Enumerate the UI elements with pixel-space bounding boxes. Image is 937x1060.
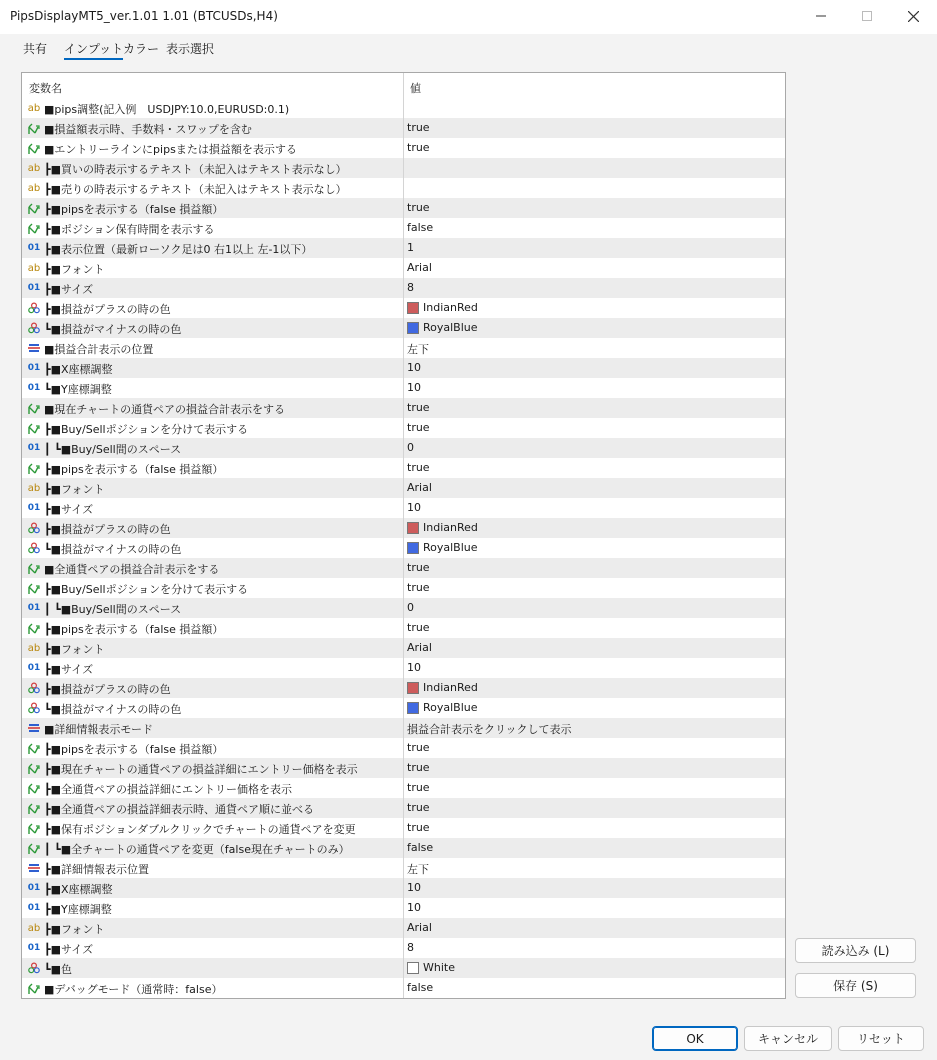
enum-param-icon (26, 861, 42, 875)
param-value-text: true (407, 121, 430, 134)
param-name: ┣■X座標調整 (44, 363, 113, 376)
param-name: ┣■買いの時表示するテキスト（未記入はテキスト表示なし） (44, 163, 347, 176)
param-value-text: IndianRed (423, 521, 478, 534)
param-value-text: 左下 (407, 343, 429, 356)
color-param-icon (26, 541, 42, 555)
param-value-text: 10 (407, 501, 421, 514)
param-value[interactable] (407, 901, 421, 914)
param-value[interactable] (407, 681, 478, 694)
param-value-text: true (407, 561, 430, 574)
param-value-text: Arial (407, 481, 432, 494)
save-button[interactable]: 保存 (S) (795, 973, 916, 998)
number-param-icon: 01 (27, 363, 41, 373)
text-param-icon: ab (27, 482, 41, 494)
text-param-icon: ab (27, 162, 41, 174)
param-value-text: 0 (407, 441, 414, 454)
param-value[interactable] (407, 341, 429, 357)
param-value-text: 10 (407, 661, 421, 674)
tab-common[interactable]: 共有 (23, 42, 48, 56)
param-name: ┣■損益がプラスの時の色 (44, 683, 171, 696)
param-value-text: Arial (407, 261, 432, 274)
number-param-icon: 01 (27, 603, 41, 613)
bool-param-icon (26, 981, 42, 995)
param-value-text: true (407, 581, 430, 594)
text-param-icon: ab (27, 922, 41, 934)
param-name: ┣■サイズ (44, 663, 94, 676)
number-param-icon: 01 (27, 883, 41, 893)
param-name: ┣■フォント (44, 483, 105, 496)
param-value[interactable] (407, 941, 414, 954)
param-name: ┗■損益がマイナスの時の色 (44, 323, 182, 336)
param-value-text: IndianRed (423, 301, 478, 314)
param-name: ┗■Y座標調整 (44, 383, 112, 396)
param-value[interactable] (407, 281, 414, 294)
param-value[interactable] (407, 481, 432, 494)
bool-param-icon (26, 421, 42, 435)
enum-param-icon (26, 721, 42, 735)
param-value-text: true (407, 781, 430, 794)
param-name: ■詳細情報表示モード (44, 723, 153, 736)
param-value-text: true (407, 741, 430, 754)
param-value-text: true (407, 761, 430, 774)
enum-param-icon (26, 341, 42, 355)
param-value-text: White (423, 961, 455, 974)
bool-param-icon (26, 581, 42, 595)
bool-param-icon (26, 121, 42, 135)
number-param-icon: 01 (27, 663, 41, 673)
param-value[interactable] (407, 741, 430, 754)
param-name: ┣■損益がプラスの時の色 (44, 523, 171, 536)
color-swatch (407, 962, 419, 974)
param-value[interactable] (407, 821, 430, 834)
param-value-text: 左下 (407, 863, 429, 876)
cancel-button[interactable]: キャンセル (744, 1026, 832, 1051)
bool-param-icon (26, 801, 42, 815)
param-value[interactable] (407, 661, 421, 674)
param-value[interactable] (407, 801, 430, 814)
param-name: ┗■損益がマイナスの時の色 (44, 543, 182, 556)
param-value-text: IndianRed (423, 681, 478, 694)
param-value[interactable] (407, 581, 430, 594)
param-name: ┗■損益がマイナスの時の色 (44, 703, 182, 716)
param-value-text: 損益合計表示をクリックして表示 (407, 723, 572, 736)
param-name: ┣■pipsを表示する（false 損益額） (44, 743, 224, 756)
param-name: ┣■Buy/Sellポジションを分けて表示する (44, 583, 249, 596)
bool-param-icon (26, 201, 42, 215)
param-name: ┣■全通貨ペアの損益詳細表示時、通貨ペア順に並べる (44, 803, 315, 816)
param-value-text: RoyalBlue (423, 701, 478, 714)
text-param-icon: ab (27, 642, 41, 654)
minimize-button[interactable] (798, 0, 844, 32)
param-name: ┣■フォント (44, 643, 105, 656)
param-name: ■現在チャートの通貨ペアの損益合計表示をする (44, 403, 286, 416)
param-value[interactable] (407, 861, 429, 877)
param-value[interactable] (407, 621, 430, 634)
param-name: ■デバッグモード（通常時：false） (44, 983, 223, 996)
param-name: ┣■損益がプラスの時の色 (44, 303, 171, 316)
color-swatch (407, 522, 419, 534)
param-name: ┣■サイズ (44, 283, 94, 296)
param-value-text: RoyalBlue (423, 541, 478, 554)
param-name: ┃ ┗■Buy/Sell間のスペース (44, 443, 182, 456)
param-name: ┣■フォント (44, 923, 105, 936)
param-name: ■エントリーラインにpipsまたは損益額を表示する (44, 143, 297, 156)
param-value-text: 0 (407, 601, 414, 614)
param-name: ┣■フォント (44, 263, 105, 276)
bool-param-icon (26, 821, 42, 835)
number-param-icon: 01 (27, 243, 41, 253)
reset-button[interactable]: リセット (838, 1026, 924, 1051)
param-name: ┣■Buy/Sellポジションを分けて表示する (44, 423, 249, 436)
color-swatch (407, 302, 419, 314)
param-value-text: true (407, 821, 430, 834)
param-value-text: true (407, 201, 430, 214)
color-param-icon (26, 301, 42, 315)
color-param-icon (26, 701, 42, 715)
ok-button[interactable]: OK (652, 1026, 738, 1051)
color-swatch (407, 322, 419, 334)
param-value[interactable] (407, 881, 421, 894)
number-param-icon: 01 (27, 443, 41, 453)
param-name: ┣■現在チャートの通貨ペアの損益詳細にエントリー価格を表示 (44, 763, 358, 776)
bool-param-icon (26, 781, 42, 795)
param-value-text: true (407, 621, 430, 634)
bool-param-icon (26, 841, 42, 855)
param-name: ┣■pipsを表示する（false 損益額） (44, 203, 224, 216)
inputs-table (21, 72, 786, 999)
param-value[interactable] (407, 261, 432, 274)
param-value[interactable] (407, 781, 430, 794)
param-name: ┃ ┗■全チャートの通貨ペアを変更（false現在チャートのみ） (44, 843, 350, 856)
param-value[interactable] (407, 601, 414, 614)
maximize-icon (862, 11, 872, 21)
number-param-icon: 01 (27, 503, 41, 513)
param-value-text: 8 (407, 281, 414, 294)
param-name: ┣■X座標調整 (44, 883, 113, 896)
param-value-text: false (407, 221, 434, 234)
text-param-icon: ab (27, 182, 41, 194)
header-variable-name[interactable]: 変数名 (29, 82, 62, 95)
param-name: ┣■保有ポジションダブルクリックでチャートの通貨ペアを変更 (44, 823, 356, 836)
param-value-text: 1 (407, 241, 414, 254)
param-value[interactable] (407, 221, 433, 234)
tab-colors[interactable]: カラー (123, 42, 160, 56)
param-name: ┣■詳細情報表示位置 (44, 863, 150, 876)
param-value-text: true (407, 421, 430, 434)
bool-param-icon (26, 401, 42, 415)
param-name: ■pips調整(記入例 USDJPY:10.0,EURUSD:0.1) (44, 103, 290, 116)
param-value-text: true (407, 401, 430, 414)
param-value[interactable] (407, 141, 430, 154)
param-value[interactable] (407, 421, 430, 434)
param-name: ■損益額表示時、手数料・スワップを含む (44, 123, 252, 136)
param-value-text: Arial (407, 921, 432, 934)
param-name: ┣■表示位置（最新ローソク足は0 右1以上 左-1以下） (44, 243, 313, 256)
number-param-icon: 01 (27, 903, 41, 913)
load-button[interactable]: 読み込み (L) (795, 938, 916, 963)
param-name: ┣■Y座標調整 (44, 903, 112, 916)
param-value[interactable] (407, 401, 430, 414)
header-value[interactable]: 値 (410, 82, 421, 95)
param-value[interactable] (407, 721, 572, 737)
column-divider[interactable] (403, 73, 404, 998)
param-value-text: true (407, 141, 430, 154)
param-value[interactable] (407, 761, 430, 774)
param-name: ┣■ポジション保有時間を表示する (44, 223, 215, 236)
param-value-text: 10 (407, 901, 421, 914)
param-name: ┣■サイズ (44, 943, 94, 956)
param-name: ┣■pipsを表示する（false 損益額） (44, 623, 224, 636)
param-name: ┗■色 (44, 963, 73, 976)
color-param-icon (26, 681, 42, 695)
param-value[interactable] (407, 701, 478, 714)
bool-param-icon (26, 561, 42, 575)
bool-param-icon (26, 221, 42, 235)
text-param-icon: ab (27, 102, 41, 114)
color-param-icon (26, 321, 42, 335)
bool-param-icon (26, 141, 42, 155)
param-value[interactable] (407, 301, 478, 314)
color-param-icon (26, 961, 42, 975)
param-value-text: false (407, 981, 434, 994)
number-param-icon: 01 (27, 943, 41, 953)
param-value-text: Arial (407, 641, 432, 654)
number-param-icon: 01 (27, 383, 41, 393)
param-value[interactable] (407, 541, 478, 554)
param-value[interactable] (407, 381, 421, 394)
param-value-text: true (407, 461, 430, 474)
color-param-icon (26, 521, 42, 535)
param-value-text: 10 (407, 381, 421, 394)
bool-param-icon (26, 761, 42, 775)
minimize-icon (816, 11, 826, 21)
param-name: ┣■売りの時表示するテキスト（未記入はテキスト表示なし） (44, 183, 347, 196)
param-value[interactable] (407, 841, 433, 854)
param-name: ┣■pipsを表示する（false 損益額） (44, 463, 224, 476)
param-value[interactable] (407, 961, 455, 974)
param-value[interactable] (407, 561, 430, 574)
tab-inputs[interactable]: インプット (64, 40, 123, 60)
param-value-text: 8 (407, 941, 414, 954)
text-param-icon: ab (27, 262, 41, 274)
param-value-text: 10 (407, 881, 421, 894)
param-name: ■全通貨ペアの損益合計表示をする (44, 563, 220, 576)
param-name: ┣■全通貨ペアの損益詳細にエントリー価格を表示 (44, 783, 293, 796)
param-value[interactable] (407, 201, 430, 214)
param-value[interactable] (407, 241, 414, 254)
param-value[interactable] (407, 641, 432, 654)
param-value[interactable] (407, 921, 432, 934)
param-value[interactable] (407, 321, 478, 334)
param-name: ┣■サイズ (44, 503, 94, 516)
param-value-text: true (407, 801, 430, 814)
bool-param-icon (26, 621, 42, 635)
close-button[interactable] (890, 0, 936, 32)
maximize-button (844, 0, 890, 32)
param-value-text: RoyalBlue (423, 321, 478, 334)
param-value[interactable] (407, 361, 421, 374)
color-swatch (407, 702, 419, 714)
bool-param-icon (26, 741, 42, 755)
param-value[interactable] (407, 121, 430, 134)
param-value[interactable] (407, 501, 421, 514)
param-name: ┃ ┗■Buy/Sell間のスペース (44, 603, 182, 616)
title-bar (0, 0, 937, 34)
param-value[interactable] (407, 441, 414, 454)
param-value-text: 10 (407, 361, 421, 374)
color-swatch (407, 542, 419, 554)
number-param-icon: 01 (27, 283, 41, 293)
param-value[interactable] (407, 521, 478, 534)
color-swatch (407, 682, 419, 694)
param-value-text: false (407, 841, 434, 854)
tab-show[interactable]: 表示選択 (166, 42, 215, 56)
param-value[interactable] (407, 981, 433, 994)
bool-param-icon (26, 461, 42, 475)
param-value[interactable] (407, 461, 430, 474)
param-name: ■損益合計表示の位置 (44, 343, 154, 356)
window-title: PipsDisplayMT5_ver.1.01 1.01 (BTCUSDs,H4) (10, 9, 278, 23)
close-icon (908, 11, 919, 22)
